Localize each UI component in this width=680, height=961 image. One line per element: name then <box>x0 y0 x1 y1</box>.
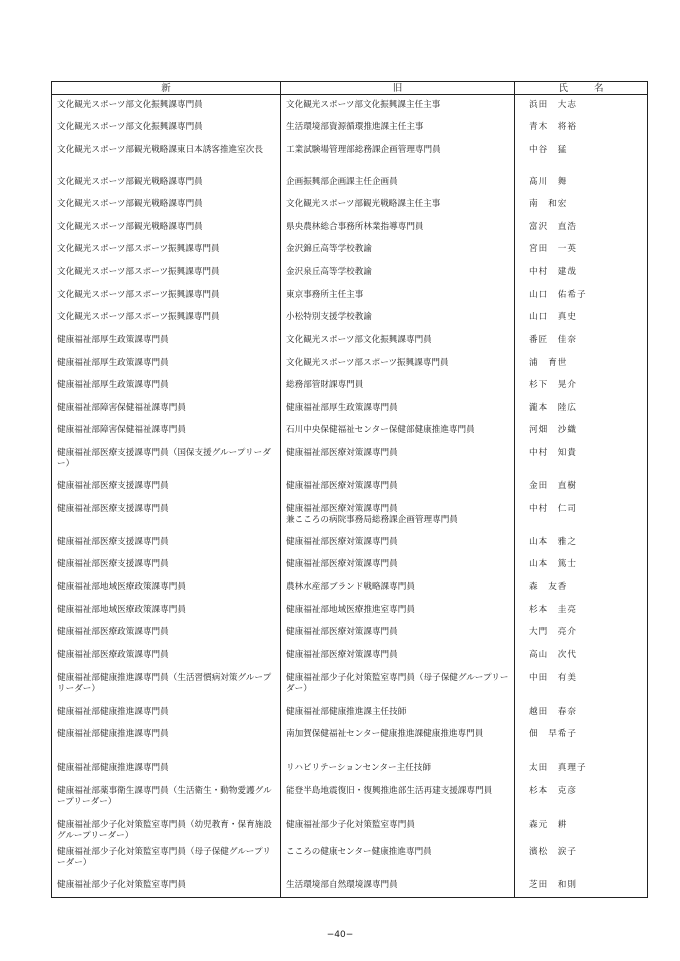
table-body <box>52 95 648 898</box>
cell-person-name: 山本 篤士 <box>515 554 648 577</box>
cell-old-position: 健康福祉部医療対策課専門員 <box>281 645 515 668</box>
cell-person-name: 芝田 和則 <box>515 875 648 898</box>
cell-old-position: 小松特別支援学校教諭 <box>281 307 515 330</box>
cell-old-position: 文化観光スポーツ部観光戦略課主任主事 <box>281 194 515 217</box>
table-row <box>52 353 648 375</box>
cell-old-position: 健康福祉部医療対策課専門員 <box>281 532 515 554</box>
cell-person-name: 中田 有美 <box>515 668 648 702</box>
cell-new-position: 健康福祉部厚生政策課専門員 <box>52 330 281 353</box>
cell-new-position: 文化観光スポーツ部スポーツ振興課専門員 <box>52 239 281 262</box>
cell-old-position: 金沢泉丘高等学校教諭 <box>281 262 515 285</box>
cell-old-position: 生活環境部自然環境課専門員 <box>281 875 515 898</box>
cell-new-position: 文化観光スポーツ部観光戦略課専門員 <box>52 194 281 217</box>
table-row <box>52 443 648 476</box>
cell-person-name: 山口 佑希子 <box>515 285 648 307</box>
cell-new-position: 文化観光スポーツ部文化振興課専門員 <box>52 117 281 140</box>
table-row <box>52 724 648 758</box>
cell-new-position: 健康福祉部健康推進課専門員（生活習慣病対策グループリーダー） <box>52 668 281 702</box>
table-row <box>52 239 648 262</box>
cell-person-name: 森 友香 <box>515 577 648 600</box>
cell-new-position: 文化観光スポーツ部文化振興課専門員 <box>52 95 281 117</box>
table-row <box>52 600 648 622</box>
cell-new-position: 文化観光スポーツ部スポーツ振興課専門員 <box>52 262 281 285</box>
cell-person-name: 山口 真史 <box>515 307 648 330</box>
cell-new-position: 健康福祉部地域医療政策課専門員 <box>52 600 281 622</box>
cell-person-name: 髙川 舞 <box>515 172 648 194</box>
cell-new-position: 健康福祉部健康推進課専門員 <box>52 758 281 781</box>
cell-new-position: 健康福祉部障害保健福祉課専門員 <box>52 398 281 420</box>
cell-person-name: 太田 真理子 <box>515 758 648 781</box>
header-new: 新 <box>52 82 281 95</box>
cell-person-name: 宮田 一英 <box>515 239 648 262</box>
cell-new-position: 文化観光スポーツ部スポーツ振興課専門員 <box>52 307 281 330</box>
table-row <box>52 842 648 875</box>
table-row <box>52 499 648 532</box>
cell-old-position: 健康福祉部少子化対策監室専門員（母子保健グループリーダー） <box>281 668 515 702</box>
cell-new-position: 健康福祉部医療支援課専門員 <box>52 554 281 577</box>
cell-new-position: 健康福祉部医療支援課専門員 <box>52 476 281 499</box>
table-row <box>52 95 648 117</box>
table-row <box>52 532 648 554</box>
cell-new-position: 健康福祉部医療支援課専門員 <box>52 499 281 532</box>
table-row <box>52 307 648 330</box>
cell-person-name: 越田 春奈 <box>515 702 648 724</box>
cell-old-position: 石川中央保健福祉センター保健部健康推進専門員 <box>281 420 515 443</box>
cell-new-position: 文化観光スポーツ部観光戦略課専門員 <box>52 172 281 194</box>
cell-new-position: 文化観光スポーツ部観光戦略課東日本誘客推進室次長 <box>52 140 281 172</box>
cell-old-position: 健康福祉部厚生政策課専門員 <box>281 398 515 420</box>
cell-person-name: 杉本 圭亮 <box>515 600 648 622</box>
cell-person-name: 中谷 猛 <box>515 140 648 172</box>
table-row <box>52 375 648 398</box>
cell-person-name: 南 和宏 <box>515 194 648 217</box>
cell-person-name: 杉本 克彦 <box>515 781 648 815</box>
page-number: −40− <box>326 930 354 940</box>
table-row <box>52 262 648 285</box>
cell-old-position: 県央農林総合事務所林業指導専門員 <box>281 217 515 239</box>
cell-old-position: 健康福祉部医療対策課専門員 兼こころの病院事務局総務課企画管理専門員 <box>281 499 515 532</box>
cell-old-position: 健康福祉部地域医療推進室専門員 <box>281 600 515 622</box>
cell-old-position: リハビリテーションセンター主任技師 <box>281 758 515 781</box>
cell-old-position: 総務部管財課専門員 <box>281 375 515 398</box>
table-row <box>52 815 648 842</box>
cell-old-position: 文化観光スポーツ部スポーツ振興課専門員 <box>281 353 515 375</box>
cell-person-name: 浦 育世 <box>515 353 648 375</box>
cell-old-position: 健康福祉部健康推進課主任技師 <box>281 702 515 724</box>
cell-old-position: 生活環境部資源循環推進課主任主事 <box>281 117 515 140</box>
cell-person-name: 大門 亮介 <box>515 622 648 645</box>
cell-new-position: 文化観光スポーツ部スポーツ振興課専門員 <box>52 285 281 307</box>
cell-new-position: 健康福祉部少子化対策監室専門員（母子保健グループリーダー） <box>52 842 281 875</box>
cell-person-name: 杉下 晃介 <box>515 375 648 398</box>
cell-new-position: 健康福祉部障害保健福祉課専門員 <box>52 420 281 443</box>
cell-new-position: 健康福祉部少子化対策監室専門員 <box>52 875 281 898</box>
table-row <box>52 577 648 600</box>
cell-person-name: 番匠 佳奈 <box>515 330 648 353</box>
cell-person-name: 山本 雅之 <box>515 532 648 554</box>
table-row <box>52 645 648 668</box>
cell-new-position: 健康福祉部医療支援課専門員 <box>52 532 281 554</box>
cell-old-position: 農林水産部ブランド戦略課専門員 <box>281 577 515 600</box>
cell-old-position: 東京事務所主任主事 <box>281 285 515 307</box>
cell-person-name: 佃 早希子 <box>515 724 648 758</box>
table-row <box>52 758 648 781</box>
cell-new-position: 文化観光スポーツ部観光戦略課専門員 <box>52 217 281 239</box>
cell-person-name: 浜田 大志 <box>515 95 648 117</box>
cell-person-name: 森元 耕 <box>515 815 648 842</box>
cell-old-position: 文化観光スポーツ部文化振興課専門員 <box>281 330 515 353</box>
table-row <box>52 476 648 499</box>
table-row <box>52 554 648 577</box>
cell-person-name: 高山 次代 <box>515 645 648 668</box>
cell-new-position: 健康福祉部医療政策課専門員 <box>52 645 281 668</box>
cell-new-position: 健康福祉部地域医療政策課専門員 <box>52 577 281 600</box>
table-row <box>52 875 648 898</box>
cell-person-name: 瀧本 陸広 <box>515 398 648 420</box>
header-name-second: 名 <box>594 82 604 94</box>
cell-old-position: 健康福祉部医療対策課専門員 <box>281 554 515 577</box>
cell-person-name: 中村 建哉 <box>515 262 648 285</box>
cell-old-position: こころの健康センター健康推進専門員 <box>281 842 515 875</box>
cell-new-position: 健康福祉部医療政策課専門員 <box>52 622 281 645</box>
table-row <box>52 194 648 217</box>
cell-person-name: 濱松 涙子 <box>515 842 648 875</box>
cell-new-position: 健康福祉部少子化対策監室専門員（幼児教育・保育施設グループリーダー） <box>52 815 281 842</box>
cell-person-name: 富沢 直浩 <box>515 217 648 239</box>
table-row <box>52 285 648 307</box>
cell-old-position: 健康福祉部医療対策課専門員 <box>281 443 515 476</box>
table-row <box>52 217 648 239</box>
table-row <box>52 330 648 353</box>
cell-old-position: 工業試験場管理部総務課企画管理専門員 <box>281 140 515 172</box>
table-row <box>52 702 648 724</box>
table-row <box>52 781 648 815</box>
header-old: 旧 <box>281 82 515 95</box>
table-header-row <box>52 82 648 95</box>
table-row <box>52 172 648 194</box>
cell-old-position: 南加賀保健福祉センター健康推進課健康推進専門員 <box>281 724 515 758</box>
cell-old-position: 企画振興部企画課主任企画員 <box>281 172 515 194</box>
table-row <box>52 140 648 172</box>
table-row <box>52 622 648 645</box>
cell-new-position: 健康福祉部薬事衛生課専門員（生活衛生・動物愛護グループリーダー） <box>52 781 281 815</box>
header-name-first: 氏 <box>558 82 568 94</box>
cell-person-name: 青木 将裕 <box>515 117 648 140</box>
table-row <box>52 117 648 140</box>
personnel-table <box>51 81 648 898</box>
cell-person-name: 中村 知貴 <box>515 443 648 476</box>
cell-new-position: 健康福祉部厚生政策課専門員 <box>52 353 281 375</box>
cell-new-position: 健康福祉部医療支援課専門員（国保支援グループリーダー） <box>52 443 281 476</box>
cell-person-name: 河畑 沙織 <box>515 420 648 443</box>
table-row <box>52 398 648 420</box>
cell-person-name: 中村 仁司 <box>515 499 648 532</box>
cell-new-position: 健康福祉部厚生政策課専門員 <box>52 375 281 398</box>
cell-old-position: 文化観光スポーツ部文化振興課主任主事 <box>281 95 515 117</box>
cell-new-position: 健康福祉部健康推進課専門員 <box>52 724 281 758</box>
cell-old-position: 能登半島地震復旧・復興推進部生活再建支援課専門員 <box>281 781 515 815</box>
cell-person-name: 金田 直樹 <box>515 476 648 499</box>
cell-old-position: 健康福祉部少子化対策監室専門員 <box>281 815 515 842</box>
table-row <box>52 420 648 443</box>
cell-new-position: 健康福祉部健康推進課専門員 <box>52 702 281 724</box>
header-name <box>515 82 648 95</box>
cell-old-position: 健康福祉部医療対策課専門員 <box>281 622 515 645</box>
table-row <box>52 668 648 702</box>
cell-old-position: 金沢錦丘高等学校教諭 <box>281 239 515 262</box>
cell-old-position: 健康福祉部医療対策課専門員 <box>281 476 515 499</box>
